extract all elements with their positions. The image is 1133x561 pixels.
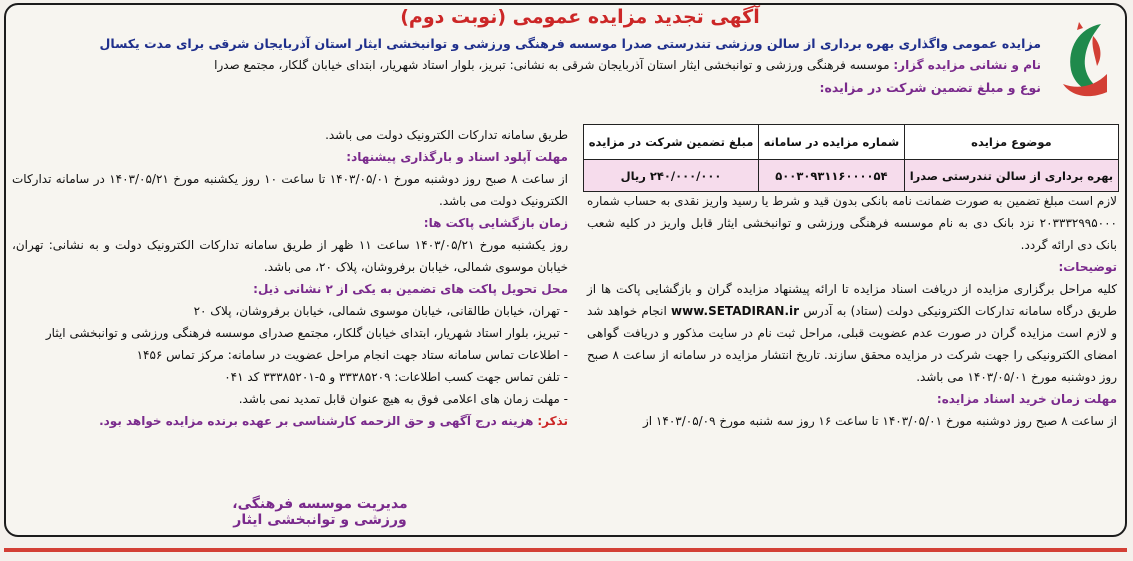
table-cell: ۲۴۰/۰۰۰/۰۰۰ ریال [584,160,759,192]
table-row [584,160,1119,192]
left-column [12,124,568,432]
organizer-label: نام و نشانی مزایده گزار: [893,58,1041,72]
list-item: - مهلت زمان های اعلامی فوق به هیچ عنوان قابل تمدید نمی باشد. [238,392,568,406]
list-item: - تبریز، بلوار استاد شهریار، ابتدای خیابان گلکار، مجتمع صدرای موسسه فرهنگی ورزشی و توانبخشی ایثار [45,326,568,340]
isar-logo-icon [1049,14,1119,106]
guarantee-text: لازم است مبلغ تضمین به صورت ضمانت نامه بانکی بدون قید و شرط یا رسید واریز نقدی به حساب شماره ۲۰۳۳۳۲۹۹۵۰۰۰ نزد بانک دی به نام موسسه فرهنگی ورزشی و توانبخشی ایثار قابل واریز در کلیه شعب بانک دی ارائه گردد. [587,194,1117,252]
table-header: موضوع مزایده [904,125,1118,160]
signature: مدیریت موسسه فرهنگی، ورزشی و توانبخشی ایثار [232,496,408,528]
auction-table [583,124,1119,192]
opening-heading: زمان بازگشایی پاکت ها: [423,216,568,230]
table-header: مبلغ تضمین شرکت در مزایده [584,125,759,160]
note-line [12,410,568,432]
upload-text: از ساعت ۸ صبح روز دوشنبه مورخ ۱۴۰۳/۰۵/۰۱ تا ساعت ۱۰ روز یکشنبه مورخ ۱۴۰۳/۰۵/۲۱ در سامانه تدارکات الکترونیک دولت می باشد. [12,172,568,208]
notes-text-1: کلیه مراحل برگزاری مزایده از دریافت اسناد مزایده تا ارائه پیشنهاد مزایده گران و بازگشایی پاکت ها از طریق درگاه سامانه تدارکات الکترونیکی دولت (ستاد) به آدرس [587,282,1117,318]
table-header-row [584,125,1119,160]
guarantee-heading: نوع و مبلغ تضمین شرکت در مزایده: [819,80,1041,95]
table-cell: ۵۰۰۳۰۹۳۱۱۶۰۰۰۰۵۴ [759,160,905,192]
list-item: - تهران، خیابان طالقانی، خیابان موسوی شمالی، خیابان برفروشان، پلاک ۲۰ [193,304,568,318]
right-column [587,190,1117,432]
notes-text [587,278,1117,388]
opening-text: روز یکشنبه مورخ ۱۴۰۳/۰۵/۲۱ ساعت ۱۱ ظهر از طریق سامانه تدارکات الکترونیک دولت و به نشانی: تهران، خیابان موسوی شمالی، خیابان برفروشان، پلاک ۲۰، می باشد. [12,238,568,274]
organizer-text: موسسه فرهنگی ورزشی و توانبخشی ایثار استان آذربایجان شرقی به نشانی: تبریز، بلوار استاد شهریار، ابتدای خیابان گلکار، مجتمع صدرا [214,58,890,72]
note-text: هزینه درج آگهی و حق الزحمه کارشناسی بر عهده برنده مزایده خواهد بود. [99,414,534,428]
delivery-heading: محل تحویل پاکت های تضمین به یکی از ۲ نشانی ذیل: [253,282,568,296]
notice-subtitle: مزایده عمومی واگذاری بهره برداری از سالن ورزشی تندرستی صدرا موسسه فرهنگی ورزشی و توانبخشی ایثار استان آذربایجان شرقی برای مدت یکسال [99,36,1041,51]
purchase-text-cont: طریق سامانه تدارکات الکترونیک دولت می باشد. [325,128,568,142]
notes-heading: توضیحات: [1058,260,1117,274]
setad-link[interactable]: www.SETADIRAN.ir [671,304,800,318]
table-cell: بهره برداری از سالن تندرستی صدرا [904,160,1118,192]
purchase-text: از ساعت ۸ صبح روز دوشنبه مورخ ۱۴۰۳/۰۵/۰۱ تا ساعت ۱۶ روز سه شنبه مورخ ۱۴۰۳/۰۵/۰۹ از [642,414,1117,428]
note-label: تذکر: [537,414,568,428]
list-item: - تلفن تماس جهت کسب اطلاعات: ۳۳۳۸۵۲۰۹ و ۵-۳۳۳۸۵۲۰۱ کد ۰۴۱ [224,370,568,384]
bottom-rule [4,548,1127,552]
upload-heading: مهلت آپلود اسناد و بارگذاری پیشنهاد: [346,150,568,164]
table-header: شماره مزایده در سامانه [759,125,905,160]
notice-title: آگهی تجدید مزایده عمومی (نوبت دوم) [400,6,760,28]
purchase-heading: مهلت زمان خرید اسناد مزایده: [936,392,1117,406]
notes-text-2: انجام خواهد شد و لازم است مزایده گران در صورت عدم عضویت قبلی، مراحل ثبت نام در سایت مذکور و دریافت گواهی امضای الکترونیکی را جهت شرکت در مزایده محقق سازند. تاریخ انتشار مزایده در سامانه از ساعت ۸ صبح روز دوشنبه مورخ ۱۴۰۳/۰۵/۰۱ می باشد. [587,304,1118,384]
organizer-line [61,58,1041,72]
list-item: - اطلاعات تماس سامانه ستاد جهت انجام مراحل عضویت در سامانه: مرکز تماس ۱۴۵۶ [136,348,568,362]
